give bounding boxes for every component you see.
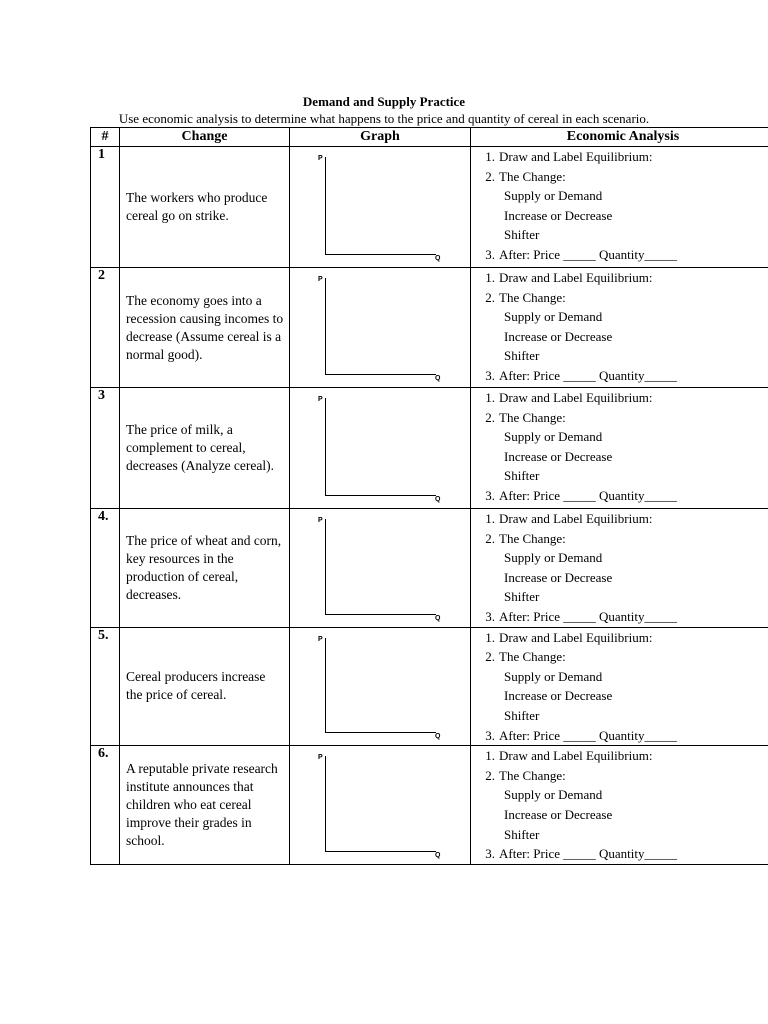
quantity-axis-label: Q (435, 851, 441, 859)
step-the-change: 2. The Change: (485, 649, 566, 665)
price-axis-label: P (318, 754, 323, 762)
price-axis-label: P (318, 635, 323, 643)
quantity-axis-label: Q (435, 733, 441, 741)
step-the-change: 2. The Change: (485, 409, 566, 425)
step-the-change: 2. The Change: (485, 289, 566, 305)
graph-area[interactable] (290, 509, 471, 628)
economic-analysis (471, 746, 768, 865)
graph-area[interactable] (290, 147, 471, 268)
option-shifter: Shifter (504, 348, 540, 364)
economic-analysis (471, 268, 768, 388)
header-graph: Graph (290, 128, 471, 147)
change-description: The price of wheat and corn, key resources in the production of cereal, decreases. (120, 509, 290, 628)
row-number: 1 (91, 147, 120, 268)
quantity-axis-label: Q (435, 614, 441, 622)
economic-analysis (471, 627, 768, 746)
step-after-price-quantity: 3. After: Price _____ Quantity_____ (485, 367, 677, 383)
blank-graph (290, 509, 470, 627)
row-number: 4. (91, 509, 120, 628)
option-supply-or-demand: Supply or Demand (504, 787, 603, 803)
table-row (91, 388, 768, 509)
option-shifter: Shifter (504, 707, 540, 723)
page-title: Demand and Supply Practice (302, 94, 466, 109)
instructions: Use economic analysis to determine what happens to the price and quantity of cereal in each scenario. (118, 111, 650, 126)
step-after-price-quantity: 3. After: Price _____ Quantity_____ (485, 727, 677, 743)
quantity-axis (325, 495, 436, 496)
option-shifter: Shifter (504, 589, 540, 605)
step-the-change: 2. The Change: (485, 530, 566, 546)
price-axis (325, 519, 326, 615)
step-draw-equilibrium: 1. Draw and Label Equilibrium: (485, 629, 653, 645)
price-axis (325, 278, 326, 375)
quantity-axis (325, 732, 436, 733)
option-supply-or-demand: Supply or Demand (504, 550, 603, 566)
quantity-axis-label: Q (435, 496, 441, 503)
graph-area[interactable] (290, 746, 471, 865)
price-axis-label: P (318, 276, 323, 283)
row-number: 5. (91, 627, 120, 746)
option-increase-or-decrease: Increase or Decrease (504, 448, 613, 464)
step-after-price-quantity: 3. After: Price _____ Quantity_____ (485, 608, 677, 624)
step-the-change: 2. The Change: (485, 168, 566, 184)
economic-analysis (471, 509, 768, 628)
blank-graph (290, 628, 470, 746)
quantity-axis (325, 254, 436, 255)
change-description: A reputable private research institute announces that children who eat cereal improve their grades in school. (120, 746, 290, 865)
option-shifter: Shifter (504, 826, 540, 842)
price-axis-label: P (318, 396, 323, 403)
step-after-price-quantity: 3. After: Price _____ Quantity_____ (485, 846, 677, 862)
row-number: 3 (91, 388, 120, 509)
practice-table (90, 127, 768, 865)
change-description: The price of milk, a complement to cereal, decreases (Analyze cereal). (120, 388, 290, 509)
step-draw-equilibrium: 1. Draw and Label Equilibrium: (485, 511, 653, 526)
option-supply-or-demand: Supply or Demand (504, 429, 603, 445)
row-number: 6. (91, 746, 120, 865)
price-axis-label: P (318, 155, 323, 162)
blank-graph (290, 746, 470, 864)
quantity-axis (325, 851, 436, 852)
economic-analysis (471, 147, 768, 268)
header-analysis: Economic Analysis (471, 128, 768, 147)
economic-analysis (471, 388, 768, 509)
option-supply-or-demand: Supply or Demand (504, 188, 603, 204)
table-header-row (91, 128, 768, 147)
option-supply-or-demand: Supply or Demand (504, 668, 603, 684)
table-row (91, 746, 768, 865)
table-row (91, 147, 768, 268)
step-draw-equilibrium: 1. Draw and Label Equilibrium: (485, 270, 653, 285)
step-the-change: 2. The Change: (485, 767, 566, 783)
option-increase-or-decrease: Increase or Decrease (504, 806, 613, 822)
header-change: Change (120, 128, 290, 147)
option-shifter: Shifter (504, 227, 540, 243)
blank-graph (290, 268, 470, 387)
quantity-axis-label: Q (435, 375, 441, 382)
option-increase-or-decrease: Increase or Decrease (504, 688, 613, 704)
table-row (91, 268, 768, 388)
graph-area[interactable] (290, 627, 471, 746)
price-axis (325, 756, 326, 852)
change-description: The economy goes into a recession causing incomes to decrease (Assume cereal is a normal good). (120, 268, 290, 388)
price-axis (325, 157, 326, 255)
quantity-axis-label: Q (435, 255, 441, 262)
row-number: 2 (91, 268, 120, 388)
graph-area[interactable] (290, 268, 471, 388)
option-shifter: Shifter (504, 468, 540, 484)
change-description: The workers who produce cereal go on strike. (120, 147, 290, 268)
step-after-price-quantity: 3. After: Price _____ Quantity_____ (485, 487, 677, 503)
quantity-axis (325, 614, 436, 615)
option-increase-or-decrease: Increase or Decrease (504, 569, 613, 585)
price-axis (325, 638, 326, 734)
header-number: # (91, 128, 120, 147)
option-increase-or-decrease: Increase or Decrease (504, 207, 613, 223)
price-axis (325, 398, 326, 496)
step-draw-equilibrium: 1. Draw and Label Equilibrium: (485, 149, 653, 164)
quantity-axis (325, 374, 436, 375)
graph-area[interactable] (290, 388, 471, 509)
step-after-price-quantity: 3. After: Price _____ Quantity_____ (485, 246, 677, 262)
option-supply-or-demand: Supply or Demand (504, 309, 603, 325)
step-draw-equilibrium: 1. Draw and Label Equilibrium: (485, 748, 653, 764)
blank-graph (290, 147, 470, 267)
price-axis-label: P (318, 517, 323, 524)
change-description: Cereal producers increase the price of cereal. (120, 627, 290, 746)
table-row (91, 627, 768, 746)
blank-graph (290, 388, 470, 508)
step-draw-equilibrium: 1. Draw and Label Equilibrium: (485, 390, 653, 405)
option-increase-or-decrease: Increase or Decrease (504, 328, 613, 344)
table-row (91, 509, 768, 628)
